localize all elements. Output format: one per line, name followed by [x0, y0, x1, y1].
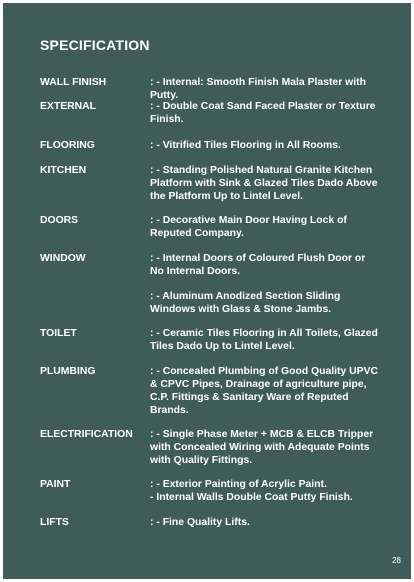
spec-value: : - Internal: Smooth Finish Mala Plaster with Putty.	[150, 77, 366, 101]
spec-label: PLUMBING	[40, 366, 96, 377]
spec-label: WALL FINISH	[40, 77, 107, 88]
spec-value: : - Concealed Plumbing of Good Quality UPVC & CPVC Pipes, Drainage of agriculture pipe, C.P. Fittings & Sanitary Ware of Reputed Brands.	[150, 366, 379, 416]
spec-value: : - Vitrified Tiles Flooring in All Rooms.	[150, 140, 341, 151]
spec-label: FLOORING	[40, 140, 95, 151]
spec-label: LIFTS	[40, 517, 69, 528]
spec-value: : - Fine Quality Lifts.	[150, 517, 250, 528]
spec-value: : - Single Phase Meter + MCB & ELCB Tripper with Concealed Wiring with Adequate Points with Quality Fittings.	[150, 429, 374, 466]
spec-value: : - Internal Doors of Coloured Flush Door or No Internal Doors.	[150, 253, 366, 277]
spec-value: : - Exterior Painting of Acrylic Paint.	[150, 479, 327, 490]
page-number: 28	[392, 556, 401, 565]
spec-value: : - Decorative Main Door Having Lock of Reputed Company.	[150, 215, 347, 239]
spec-label: ELECTRIFICATION	[40, 429, 133, 440]
spec-value: - Internal Walls Double Coat Putty Finish.	[150, 492, 353, 503]
spec-value: : - Double Coat Sand Faced Plaster or Texture Finish.	[150, 101, 376, 125]
spec-label: KITCHEN	[40, 165, 87, 176]
spec-label: PAINT	[40, 479, 71, 490]
spec-value: : - Aluminum Anodized Section Sliding Windows with Glass & Stone Jambs.	[150, 291, 341, 315]
spec-label: EXTERNAL	[40, 101, 96, 112]
page-title: SPECIFICATION	[40, 37, 150, 53]
spec-value: : - Ceramic Tiles Flooring in All Toilets, Glazed Tiles Dado Up to Lintel Level.	[150, 328, 378, 352]
spec-label: DOORS	[40, 215, 79, 226]
spec-value: : - Standing Polished Natural Granite Kitchen Platform with Sink & Glazed Tiles Dado Above the Platform Up to Lintel Level.	[150, 165, 378, 202]
spec-label: TOILET	[40, 328, 77, 339]
specification-page	[3, 3, 411, 579]
spec-label: WINDOW	[40, 253, 86, 264]
